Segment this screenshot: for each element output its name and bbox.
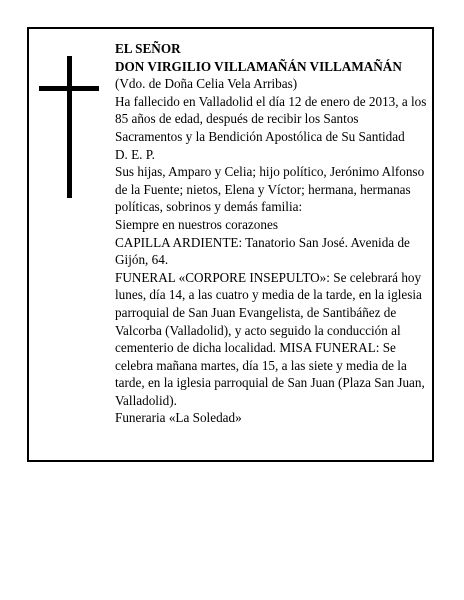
obituary-frame <box>27 27 434 462</box>
death-notice: Ha fallecido en Valladolid el día 12 de enero de 2013, a los 85 años de edad, después de recibir los Santos Sacramentos y la Bendición Apostólica de Su Santidad <box>115 93 427 144</box>
cross-horizontal-bar <box>39 86 99 91</box>
chapel-info: CAPILLA ARDIENTE: Tanatorio San José. Avenida de Gijón, 64. <box>115 234 410 268</box>
funeral-home: Funeraria «La Soledad» <box>115 410 242 426</box>
obituary-text <box>115 40 427 427</box>
cross-icon <box>39 56 99 198</box>
rip-line: D. E. P. <box>115 146 155 162</box>
remembrance-line: Siempre en nuestros corazones <box>115 216 278 232</box>
obituary-title: EL SEÑOR <box>115 41 181 56</box>
family-list: Sus hijas, Amparo y Celia; hijo político, Jerónimo Alfonso de la Fuente; nietos, Elena y Víctor; hermana, hermanas políticas, sobrinos y demás familia: <box>115 164 425 215</box>
funeral-info: FUNERAL «CORPORE INSEPULTO»: Se celebrará hoy lunes, día 14, a las cuatro y media de la tarde, en la iglesia parroquial de San Juan Evangelista, de Santibáñez de Valcorba (Valladolid), y acto seguido la conducción al cementerio de dicha localidad. MISA FUNERAL: Se celebra mañana martes, día 15, a las siete y media de la tarde, en la iglesia parroquial de San Juan (Plaza San Juan, Valladolid). <box>115 269 425 408</box>
deceased-name: DON VIRGILIO VILLAMAÑÁN VILLAMAÑÁN <box>115 58 402 74</box>
cross-vertical-bar <box>67 56 72 198</box>
relation-line: (Vdo. de Doña Celia Vela Arribas) <box>115 76 298 92</box>
